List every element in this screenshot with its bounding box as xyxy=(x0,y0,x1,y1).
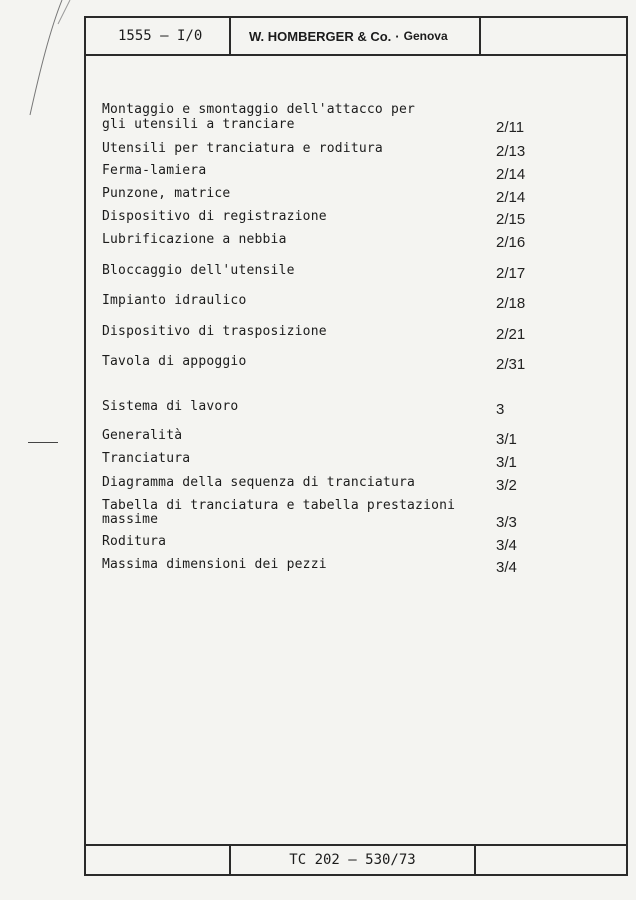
toc-title: Impianto idraulico xyxy=(102,293,247,308)
toc-title: Tabella di tranciatura e tabella prestazioni xyxy=(102,498,456,513)
toc-title: massime xyxy=(102,512,159,527)
toc-title: Bloccaggio dell'utensile xyxy=(102,263,295,278)
toc-title: Generalità xyxy=(102,428,183,443)
toc-page: 2/13 xyxy=(496,143,526,160)
header-empty-cell xyxy=(481,18,626,54)
document-header xyxy=(84,16,628,56)
toc-page: 2/16 xyxy=(496,234,526,251)
toc-page: 2/15 xyxy=(496,211,526,228)
toc-title: Massima dimensioni dei pezzi xyxy=(102,557,327,572)
toc-page: 2/14 xyxy=(496,189,526,206)
toc-title: Ferma-lamiera xyxy=(102,163,207,178)
toc-title: gli utensili a tranciare xyxy=(102,117,295,132)
toc-title: Tavola di appoggio xyxy=(102,354,247,369)
toc-title: Dispositivo di registrazione xyxy=(102,209,327,224)
document-code: 1555 – I/0 xyxy=(86,18,231,54)
toc-title: Dispositivo di trasposizione xyxy=(102,324,327,339)
toc-page: 3 xyxy=(496,401,505,418)
toc-page: 3/3 xyxy=(496,514,517,531)
toc-title: Punzone, matrice xyxy=(102,186,231,201)
company-separator: · xyxy=(395,28,400,44)
scan-crease-mark xyxy=(0,0,84,120)
toc-title: Utensili per tranciatura e roditura xyxy=(102,141,383,156)
toc-title: Tranciatura xyxy=(102,451,191,466)
toc-page: 2/17 xyxy=(496,265,526,282)
company-name: W. HOMBERGER & Co. xyxy=(249,28,392,44)
company-block xyxy=(231,18,481,54)
footer-doc-ref: TC 202 – 530/73 xyxy=(231,846,476,874)
toc-page: 3/1 xyxy=(496,454,517,471)
toc-page: 2/31 xyxy=(496,356,526,373)
toc-page: 3/2 xyxy=(496,477,517,494)
toc-page: 3/4 xyxy=(496,537,517,554)
toc-page: 2/11 xyxy=(496,119,525,136)
footer-right-cell xyxy=(476,846,626,874)
margin-mark xyxy=(28,442,58,443)
toc-page: 3/4 xyxy=(496,559,517,576)
toc-title: Diagramma della sequenza di tranciatura xyxy=(102,475,416,490)
toc-page: 2/18 xyxy=(496,295,526,312)
footer-left-cell xyxy=(86,846,231,874)
toc-page: 3/1 xyxy=(496,431,517,448)
toc-page: 2/14 xyxy=(496,166,526,183)
toc-title: Lubrificazione a nebbia xyxy=(102,232,287,247)
toc-page: 2/21 xyxy=(496,326,526,343)
toc-title: Montaggio e smontaggio dell'attacco per xyxy=(102,102,416,117)
toc-section-title: Sistema di lavoro xyxy=(102,399,239,414)
document-footer xyxy=(84,844,628,876)
toc-title: Roditura xyxy=(102,534,167,549)
company-city: Genova xyxy=(403,29,448,43)
